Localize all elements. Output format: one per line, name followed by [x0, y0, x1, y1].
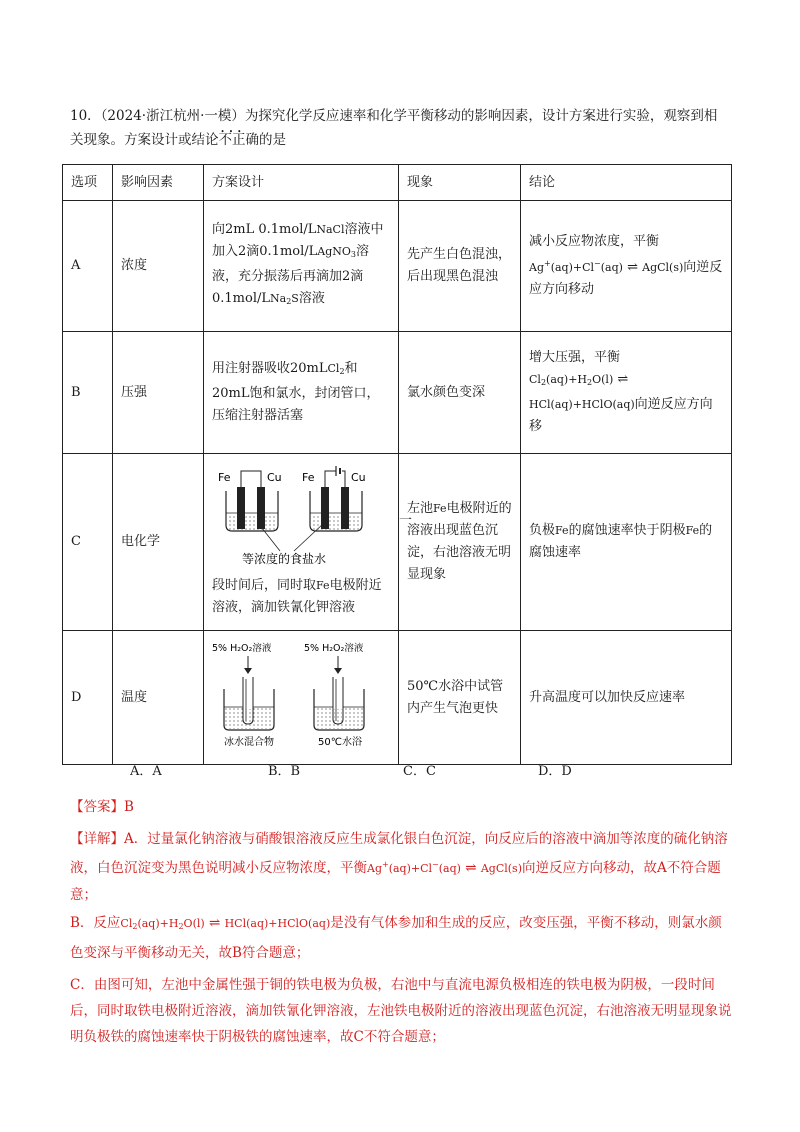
option-a: A: [63, 201, 113, 332]
phenomenon-d: 50℃水浴中试管内产生气泡更快: [399, 631, 521, 765]
table-row-d: [63, 631, 732, 765]
answer-label: 【答案】: [70, 799, 124, 815]
factor-b: 压强: [113, 332, 204, 454]
question-number: 10．: [70, 108, 101, 124]
svg-text:50℃水浴: 50℃水浴: [318, 736, 362, 748]
table-header-row: [63, 165, 732, 201]
phenomenon-c: 左池Fe电极附近的溶液出现蓝色沉淀，右池溶液无明显现象: [399, 454, 521, 631]
question-stem: [70, 104, 730, 152]
table-row-a: [63, 201, 732, 332]
option-b: B: [63, 332, 113, 454]
option-c: C: [63, 454, 113, 631]
design-c-tail: 段时间后，同时取Fe电极附近溶液，滴加铁氰化钾溶液: [212, 578, 382, 615]
choice-a[interactable]: A．A: [130, 764, 162, 779]
explanation-a: 【详解】A．过量氯化钠溶液与硝酸银溶液反应生成氯化银白色沉淀，向反应后的溶液中滴加等浓度的硫化钠溶液，白色沉淀变为黑色说明减小反应物浓度，平衡Ag+(aq)+Cl−(aq) ⇌ AgCl(s)向逆反应方向移动，故A不符合题意；: [70, 831, 728, 903]
svg-text:Cu: Cu: [351, 471, 366, 484]
table-row-b: [63, 332, 732, 454]
svg-text:5% H₂O₂溶液: 5% H₂O₂溶液: [304, 642, 364, 654]
conclusion-d: 升高温度可以加快反应速率: [521, 631, 732, 765]
header-design: 方案设计: [204, 165, 399, 201]
options-table: [62, 164, 732, 765]
beaker-hot-icon: [304, 642, 364, 748]
galvanic-cell-icon: [218, 471, 282, 531]
svg-text:5% H₂O₂溶液: 5% H₂O₂溶液: [212, 642, 272, 654]
temperature-figure: [208, 635, 386, 753]
design-d: [204, 631, 399, 765]
header-option: 选项: [63, 165, 113, 201]
question-source: （2024·浙江杭州·一模）: [100, 108, 245, 124]
answer-choices: [0, 760, 800, 782]
svg-text:冰水混合物: 冰水混合物: [224, 736, 274, 748]
factor-a: 浓度: [113, 201, 204, 332]
design-c-dash: 一: [398, 513, 412, 528]
explanation-label: 【详解】: [70, 831, 124, 847]
electrochem-figure: [212, 463, 390, 567]
beaker-ice-icon: [212, 642, 274, 748]
conclusion-c: 负极Fe的腐蚀速率快于阴极Fe的腐蚀速率: [521, 454, 732, 631]
phenomenon-b: 氯水颜色变深: [399, 332, 521, 454]
design-b: 用注射器吸收20mLCl$_2$和20mL饱和氯水，封闭管口，压缩注射器活塞: [204, 332, 399, 454]
factor-d: 温度: [113, 631, 204, 765]
conclusion-a: 减小反应物浓度，平衡 Ag+(aq)+Cl−(aq) ⇌ AgCl(s)向逆反应方向移动: [521, 201, 732, 332]
conclusion-b: 增大压强，平衡 $Cl_2(aq)+H_2O(l)$ ⇌ HCl(aq)+HClO(aq)向逆反应方向移: [521, 332, 732, 454]
svg-text:Cu: Cu: [267, 471, 282, 484]
design-c: [204, 454, 412, 631]
choice-d[interactable]: D．D: [538, 764, 572, 779]
question-text-end: 的是: [259, 132, 286, 148]
explanation-c: C．由图可知，左池中金属性强于铜的铁电极为负极，右池中与直流电源负极相连的铁电极为阴极，一段时间后，同时取铁电极附近溶液，滴加铁氰化钾溶液，左池铁电极附近的溶液出现蓝色沉淀，右池溶液无明显现象说明负极铁的腐蚀速率快于阴极铁的腐蚀速率，故C不符合题意；: [70, 977, 732, 1045]
header-factor: 影响因素: [113, 165, 204, 201]
svg-text:Fe: Fe: [302, 471, 315, 484]
header-conclusion: 结论: [521, 165, 732, 201]
emphasis-text: 不正确 • • •: [219, 132, 260, 148]
answer: [70, 795, 134, 815]
option-d: D: [63, 631, 113, 765]
answer-value: B: [124, 799, 134, 815]
design-a: 向2mL 0.1mol/LNaCl溶液中加入2滴0.1mol/LAgNO$_3$溶液，充分振荡后再滴加2滴0.1mol/LNa$_2$S溶液: [204, 201, 399, 332]
choice-c[interactable]: C．C: [403, 764, 436, 779]
header-phenomenon: 现象: [399, 165, 521, 201]
svg-text:Fe: Fe: [218, 471, 231, 484]
explanation-b: B．反应$Cl_2(aq)+H_2O(l)$ ⇌ HCl(aq)+HClO(aq)是没有气体参加和生成的反应，改变压强，平衡不移动，则氯水颜色变深与平衡移动无关，故B符合题意；: [70, 915, 722, 961]
phenomenon-a: 先产生白色混浊，后出现黑色混浊: [399, 201, 521, 332]
electrolytic-cell-icon: [302, 466, 366, 531]
choice-b[interactable]: B．B: [268, 764, 301, 779]
question-text: 为探究化学反应速率和化学平衡移动的影响因素，设计方案进行实验，观察到相关现象。方案设计或结论: [70, 108, 718, 148]
factor-c: 电化学: [113, 454, 204, 631]
svg-text:等浓度的食盐水: 等浓度的食盐水: [242, 552, 327, 566]
table-row-c: [63, 454, 732, 631]
